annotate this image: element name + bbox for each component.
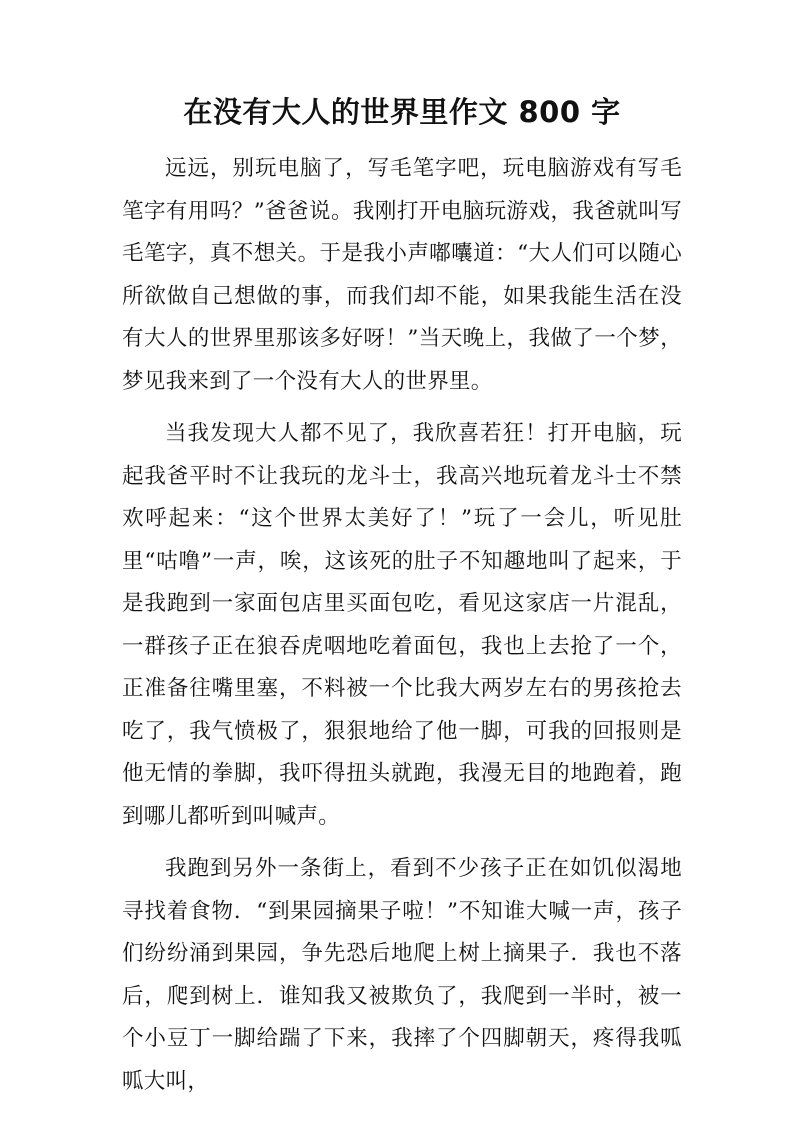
- paragraph-1: 远远，别玩电脑了，写毛笔字吧，玩电脑游戏有写毛笔字有用吗？”爸爸说。我刚打开电脑玩游戏，我爸就叫写毛笔字，真不想关。于是我小声嘟囔道：“大人们可以随心所欲做自己想做的事，而我们却不能，如果我能生活在没有大人的世界里那该多好呀！”当天晚上，我做了一个梦，梦见我来到了一个没有大人的世界里。: [122, 156, 682, 394]
- paragraph-3: 我跑到另外一条街上，看到不少孩子正在如饥似渴地寻找着食物．“到果园摘果子啦！”不知谁大喊一声，孩子们纷纷涌到果园，争先恐后地爬上树上摘果子．我也不落后，爬到树上．谁知我又被欺负了，我爬到一半时，被一个小豆丁一脚给踹了下来，我摔了个四脚朝天，疼得我呱呱大叫，: [122, 856, 682, 1094]
- document-title: 在没有大人的世界里作文 800 字: [183, 95, 621, 129]
- paragraph-2: 当我发现大人都不见了，我欣喜若狂！打开电脑，玩起我爸平时不让我玩的龙斗士，我高兴地玩着龙斗士不禁欢呼起来：“这个世界太美好了！”玩了一会儿，听见肚里“咕噜”一声，唉，这该死的肚子不知趣地叫了起来，于是我跑到一家面包店里买面包吃，看见这家店一片混乱，一群孩子正在狼吞虎咽地吃着面包，我也上去抢了一个，正准备往嘴里塞，不料被一个比我大两岁左右的男孩抢去吃了，我气愤极了，狠狠地给了他一脚，可我的回报则是他无情的拳脚，我吓得扭头就跑，我漫无目的地跑着，跑到哪儿都听到叫喊声。: [122, 421, 682, 829]
